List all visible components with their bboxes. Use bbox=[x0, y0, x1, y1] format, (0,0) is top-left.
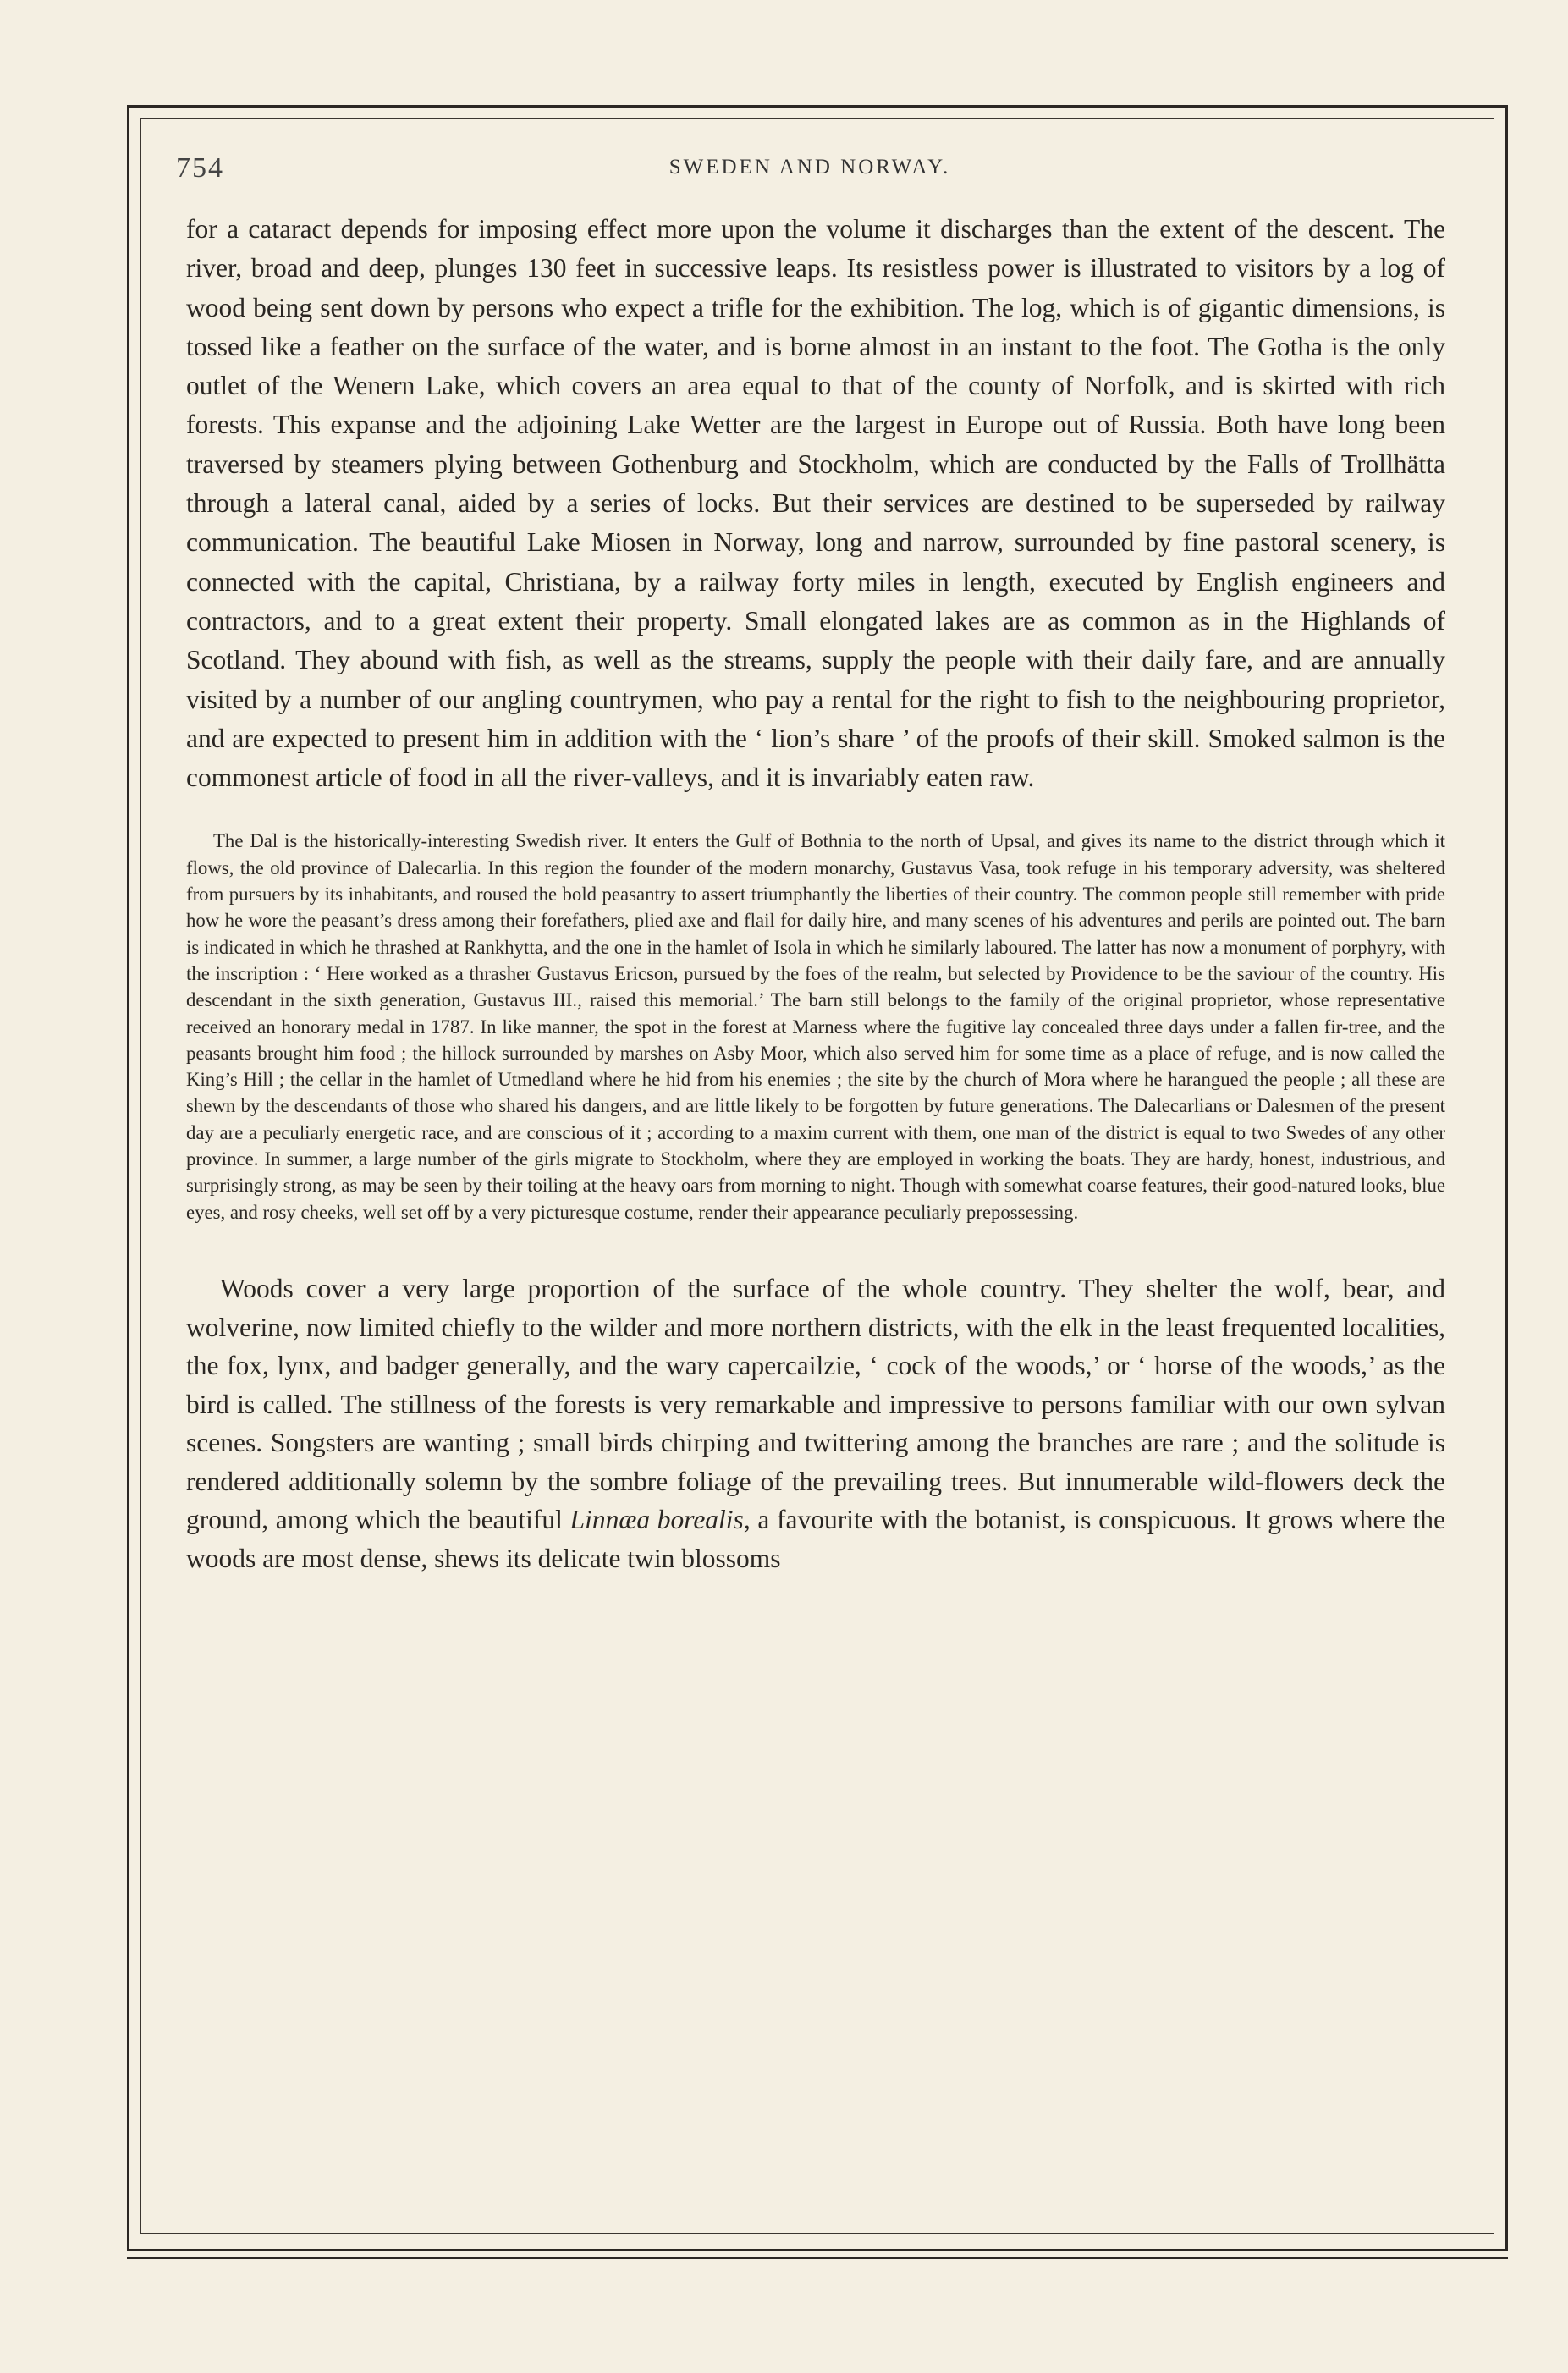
running-head bbox=[176, 152, 1444, 190]
running-title: SWEDEN AND NORWAY. bbox=[668, 156, 951, 179]
body-paragraph-woods bbox=[186, 1269, 1445, 1578]
bottom-rule bbox=[127, 2257, 1508, 2259]
linnaea-borealis-name: Linnæa borealis, bbox=[569, 1505, 751, 1535]
body-paragraph-lakes: for a cataract depends for imposing effect more upon the volume it discharges than the extent of the descent. The river, broad and deep, plunges 130 feet in successive leaps. Its resistless power is illustrated to visitors by a log of wood being sent down by persons who expect a trifle for the exhibition. The log, which is of gigantic dimensions, is tossed like a feather on the surface of the water, and is borne almost in an instant to the foot. The Gotha is the only outlet of the Wenern Lake, which covers an area equal to that of the county of Norfolk, and is skirted with rich forests. This expanse and the adjoining Lake Wetter are the largest in Europe out of Russia. Both have long been traversed by steamers plying between Gothenburg and Stockholm, which are conducted by the Falls of Trollhätta through a lateral canal, aided by a series of locks. But their services are destined to be superseded by railway communication. The beautiful Lake Miosen in Norway, long and narrow, surrounded by fine pastoral scenery, is connected with the capital, Christiana, by a railway forty miles in length, executed by English engineers and contractors, and to a great extent their property. Small elongated lakes are as common as in the Highlands of Scotland. They abound with fish, as well as the streams, supply the people with their daily fare, and are annually visited by a number of our angling countrymen, who pay a rental for the right to fish to the neighbouring proprietor, and are expected to present him in addition with the ‘ lion’s share ’ of the proofs of their skill. Smoked salmon is the commonest article of food in all the river-valleys, and it is invariably eaten raw. bbox=[186, 214, 1445, 793]
woods-text-end: a favourite with the botanist, is conspicuous. It grows where the woods are most dense, shews its delicate twin blossoms bbox=[186, 1505, 1445, 1574]
small-print-paragraph-dal-river: The Dal is the historically-interesting Swedish river. It enters the Gulf of Bothnia to the north of Upsal, and gives its name to the district through which it flows, the old province of Dalecarlia. In this region the founder of the modern monarchy, Gustavus Vasa, took refuge in his temporary adversity, was sheltered from pursuers by its inhabitants, and roused the bold peasantry to assert triumphantly the liberties of their country. The common people still remember with pride how he wore the peasant’s dress among their forefathers, plied axe and flail for daily hire, and many scenes of his adventures and perils are pointed out. The barn is indicated in which he thrashed at Rankhytta, and the one in the hamlet of Isola in which he similarly laboured. The latter has now a monument of porphyry, with the inscription : ‘ Here worked as a thrasher Gustavus Ericson, pursued by the foes of the realm, but selected by Providence to be the saviour of the country. His descendant in the sixth generation, Gustavus III., raised this memorial.’ The barn still belongs to the family of the original proprietor, whose representative received an honorary medal in 1787. In like manner, the spot in the forest at Marness where the fugitive lay concealed three days under a fallen fir-tree, and the peasants brought him food ; the hillock surrounded by marshes on Asby Moor, which also served him for some time as a place of refuge, and is now called the King’s Hill ; the cellar in the hamlet of Utmedland where he hid from his enemies ; the site by the church of Mora where he harangued the people ; all these are shewn by the descendants of those who shared his dangers, and are little likely to be forgotten by future generations. The Dalecarlians or Dalesmen of the present day are a peculiarly energetic race, and are conscious of it ; according to a maxim current with them, one man of the district is equal to two Swedes of any other province. In summer, a large number of the girls migrate to Stockholm, where they are employed in working the boats. They are hardy, honest, industrious, and surprisingly strong, as may be seen by their toiling at the heavy oars from morning to night. Though with somewhat coarse features, their good-natured looks, blue eyes, and rosy cheeks, well set off by a very picturesque costume, render their appearance peculiarly prepossessing. bbox=[186, 830, 1445, 1223]
woods-text-start: Woods cover a very large proportion of the surface of the whole country. They shelter the wolf, bear, and wolverine, now limited chiefly to the wilder and more northern districts, with the elk in the least frequented localities, the fox, lynx, and badger generally, and the wary capercailzie, ‘ cock of the woods,’ or ‘ horse of the woods,’ as the bird is called. The stillness of the forests is very remarkable and impressive to persons familiar with our own sylvan scenes. Songsters are wanting ; small birds chirping and twittering among the branches are rare ; and the solitude is rendered additionally solemn by the sombre foliage of the prevailing trees. But innumerable wild-flowers deck the ground, among which the beautiful bbox=[186, 1273, 1445, 1535]
page-number: 754 bbox=[176, 152, 224, 184]
page-content bbox=[186, 210, 1445, 1578]
